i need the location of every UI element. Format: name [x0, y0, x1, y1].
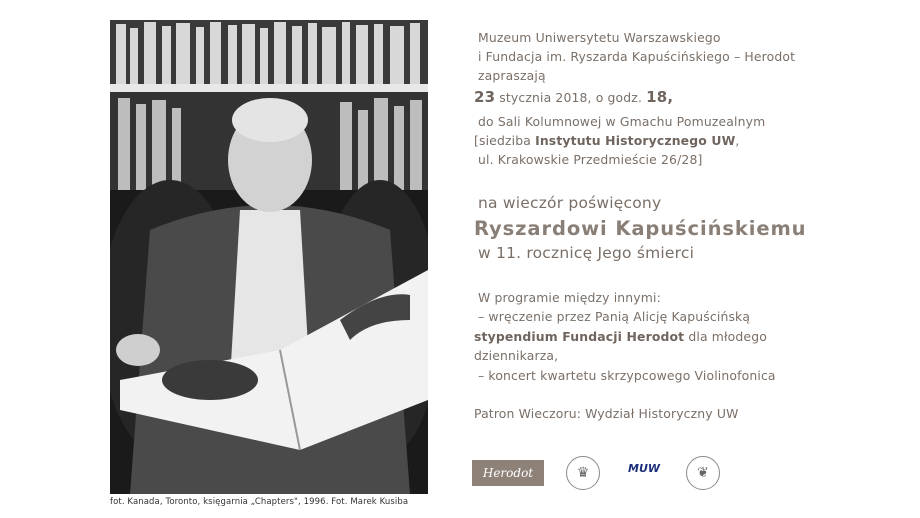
scholarship-name: stypendium Fundacji Herodot: [474, 329, 685, 344]
date-hour: 18: [646, 88, 668, 106]
invite-verb: zapraszają: [478, 68, 546, 83]
venue-line-2: [474, 133, 740, 148]
venue-line-3: ul. Krakowskie Przedmieście 26/28]: [478, 152, 703, 167]
program-item-1-line-1: – wręczenie przez Panią Alicję Kapuścińską: [478, 309, 751, 324]
program-item-2: – koncert kwartetu skrzypcowego Violinofonica: [478, 368, 776, 383]
event-date: [474, 88, 673, 106]
program-heading: W programie między innymi:: [478, 290, 661, 305]
venue-line-1: do Sali Kolumnowej w Gmachu Pomuzealnym: [478, 114, 766, 129]
venue-institute: Instytutu Historycznego UW: [535, 133, 736, 148]
program-item-1-line-2: [474, 329, 767, 344]
venue-pre: [siedziba: [474, 133, 536, 148]
honoree-name: Ryszardowi Kapuścińskiemu: [474, 217, 807, 240]
organizer-line-1: Muzeum Uniwersytetu Warszawskiego: [478, 30, 721, 45]
herodot-logo: Herodot: [472, 460, 544, 486]
portrait-illustration: [110, 20, 428, 494]
date-day: 23: [474, 88, 496, 106]
program-item-1-rest: dla młodego: [684, 329, 767, 344]
evening-intro: na wieczór poświęcony: [478, 194, 662, 212]
date-tail: ,: [667, 88, 674, 106]
photo-caption: fot. Kanada, Toronto, księgarnia „Chapters", 1996. Fot. Marek Kusiba: [110, 497, 409, 507]
portrait-photo: [110, 20, 428, 494]
partner-logos: [472, 456, 732, 494]
venue-post: ,: [735, 133, 740, 148]
program-item-1-line-3: dziennikarza,: [474, 348, 559, 363]
anniversary-line: w 11. rocznicę Jego śmierci: [478, 244, 695, 262]
university-seal-icon: ♛: [566, 456, 600, 490]
patron-line: Patron Wieczoru: Wydział Historyczny UW: [474, 406, 739, 421]
history-faculty-seal-icon: ❦: [686, 456, 720, 490]
muw-logo-text: MUW: [628, 462, 661, 475]
date-month-year: stycznia 2018, o godz.: [495, 90, 647, 105]
organizer-line-2: i Fundacja im. Ryszarda Kapuścińskiego – Herodot: [478, 49, 796, 64]
muw-logo: [628, 462, 660, 488]
